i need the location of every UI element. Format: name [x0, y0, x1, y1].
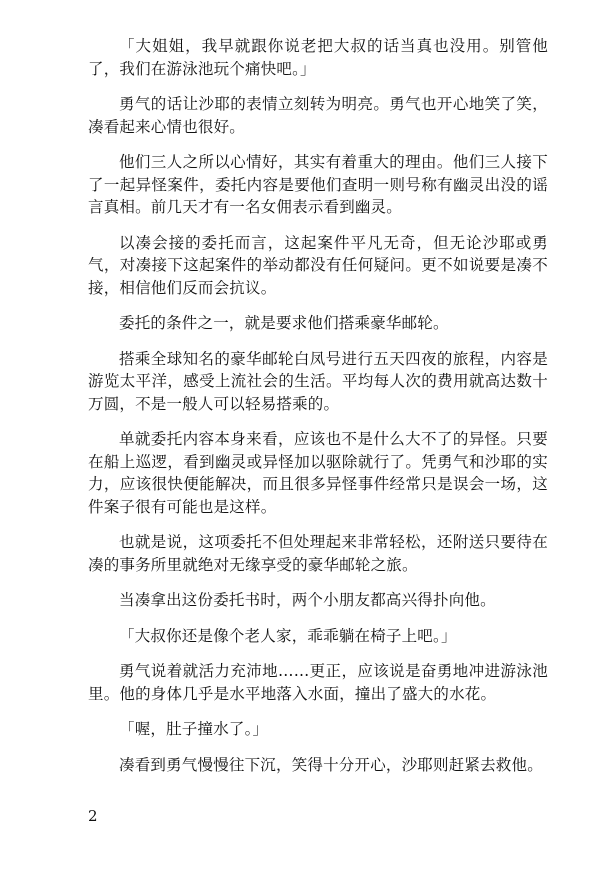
paragraph: 凑看到勇气慢慢往下沉，笑得十分开心，沙耶则赶紧去救他。 — [119, 755, 543, 774]
paragraph: 他们三人之所以心情好，其实有着重大的理由。他们三人接下了一起异怪案件，委托内容是要他们查明一则号称有幽灵出没的谣言真相。前几天才有一名女佣表示看到幽灵。 — [88, 153, 548, 216]
page-number: 2 — [88, 807, 98, 825]
body-text — [88, 35, 548, 789]
paragraph: 勇气说着就活力充沛地……更正，应该说是奋勇地冲进游泳池里。他的身体几乎是水平地落入水面，撞出了盛大的水花。 — [88, 662, 548, 703]
paragraph: 「大姐姐，我早就跟你说老把大叔的话当真也没用。别管他了，我们在游泳池玩个痛快吧。」 — [88, 37, 548, 78]
paragraph: 单就委托内容本身来看，应该也不是什么大不了的异怪。只要在船上巡逻，看到幽灵或异怪加以驱除就行了。凭勇气和沙耶的实力，应该很快便能解决，而且很多异怪事件经常只是误会一场，这件案子很有可能也是这样。 — [88, 430, 548, 516]
paragraph: 「喔，肚子撞水了。」 — [119, 720, 269, 738]
paragraph: 也就是说，这项委托不但处理起来非常轻松，还附送只要待在凑的事务所里就绝对无缘享受的豪华邮轮之旅。 — [88, 533, 548, 574]
paragraph: 「大叔你还是像个老人家，乖乖躺在椅子上吧。」 — [119, 626, 457, 645]
paragraph: 搭乘全球知名的豪华邮轮白凤号进行五天四夜的旅程，内容是游览太平洋，感受上流社会的生活。平均每人次的费用就高达数十万圆，不是一般人可以轻易搭乘的。 — [88, 349, 548, 413]
paragraph: 勇气的话让沙耶的表情立刻转为明亮。勇气也开心地笑了笑，凑看起来心情也很好。 — [88, 95, 548, 136]
paragraph: 委托的条件之一，就是要求他们搭乘豪华邮轮。 — [119, 314, 449, 332]
paragraph: 以凑会接的委托而言，这起案件平凡无奇，但无论沙耶或勇气，对凑接下这起案件的举动都没有任何疑问。更不如说要是凑不接，相信他们反而会抗议。 — [88, 233, 548, 297]
paragraph: 当凑拿出这份委托书时，两个小朋友都高兴得扑向他。 — [119, 591, 496, 609]
